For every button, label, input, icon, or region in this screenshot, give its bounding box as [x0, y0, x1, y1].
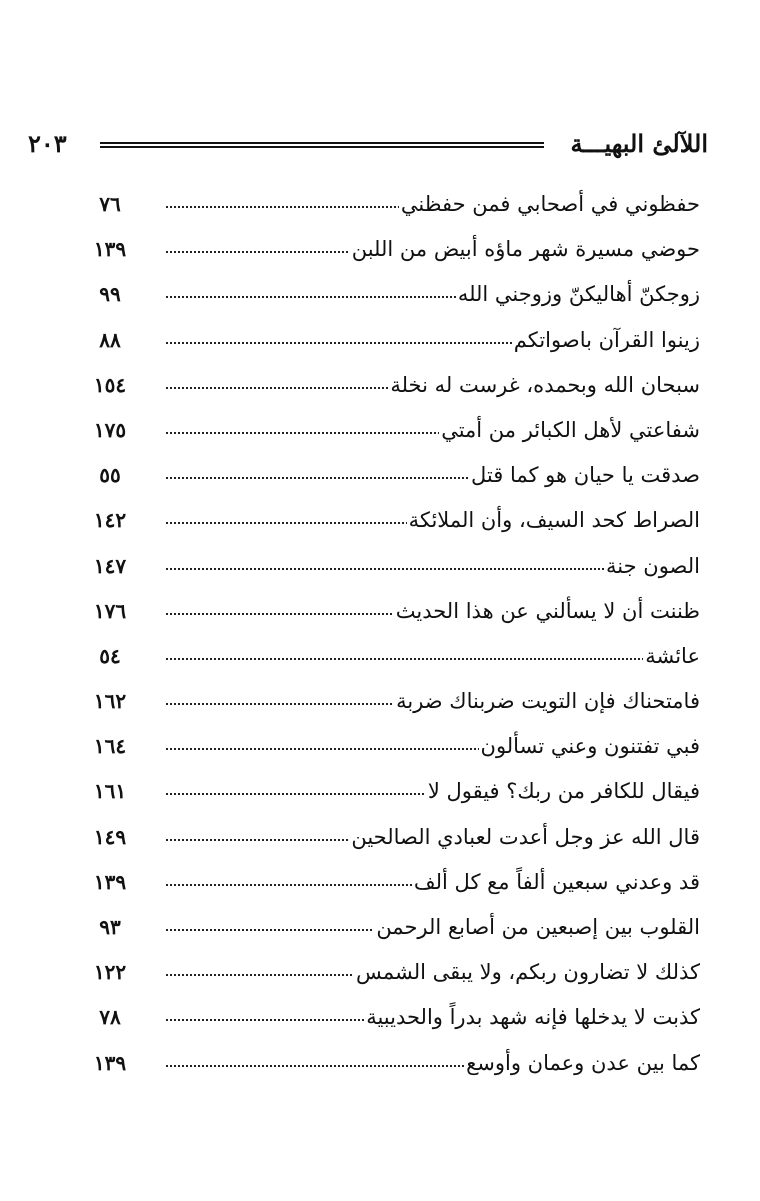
entry-text: حوضي مسيرة شهر ماؤه أبيض من اللبن: [350, 231, 700, 267]
entry-page-number: ١٤٧: [93, 553, 127, 578]
entry-page-number: ١٦٤: [93, 734, 127, 759]
entry-page-number: ٨٨: [99, 327, 121, 352]
entry-text: فامتحناك فإن التويت ضربناك ضربة: [394, 683, 700, 719]
entry-page-number: ١٧٦: [93, 598, 127, 623]
index-entry: [70, 909, 700, 954]
index-entry: [70, 773, 700, 818]
entry-text: زينوا القرآن باصواتكم: [512, 322, 700, 358]
index-entry: [70, 954, 700, 999]
header-rule: [100, 142, 544, 148]
entry-text: كذبت لا يدخلها فإنه شهد بدراً والحديبية: [364, 999, 700, 1035]
entry-text: ظننت أن لا يسألني عن هذا الحديث: [394, 593, 700, 629]
running-title: اللآلئ البهيـــة: [570, 129, 708, 158]
entry-page-number: ١٤٢: [93, 508, 127, 533]
entry-text: فبي تفتنون وعني تسألون: [479, 728, 700, 764]
index-entry: [70, 412, 700, 457]
entry-text: صدقت يا حيان هو كما قتل: [469, 457, 700, 493]
entry-text: فيقال للكافر من ربك؟ فيقول لا: [426, 773, 700, 809]
entry-page-number: ١٣٩: [93, 1050, 127, 1075]
entry-page-number: ١٥٤: [93, 372, 127, 397]
index-entry: [70, 864, 700, 909]
index-entry: [70, 819, 700, 864]
entry-text: كذلك لا تضارون ربكم، ولا يبقى الشمس: [354, 954, 700, 990]
entry-page-number: ٩٩: [99, 282, 121, 307]
index-entry: [70, 367, 700, 412]
index-entry: [70, 186, 700, 231]
index-entry: [70, 322, 700, 367]
entry-page-number: ١٦١: [93, 779, 127, 804]
entry-text: الصون جنة: [604, 548, 700, 584]
entry-text: سبحان الله وبحمده، غرست له نخلة: [388, 367, 700, 403]
entry-page-number: ٧٨: [99, 1005, 121, 1030]
entry-text: الصراط كحد السيف، وأن الملائكة: [407, 502, 700, 538]
entry-page-number: ١٣٩: [93, 869, 127, 894]
index-entry: [70, 276, 700, 321]
entry-page-number: ٥٥: [99, 463, 121, 488]
entry-page-number: ١٣٩: [93, 237, 127, 262]
index-entry: [70, 638, 700, 683]
dot-leader: [166, 658, 700, 660]
index-entry: [70, 231, 700, 276]
index-entry: [70, 593, 700, 638]
index-entry: [70, 457, 700, 502]
entry-text: كما بين عدن وعمان وأوسع: [464, 1045, 700, 1081]
entry-page-number: ٩٣: [99, 915, 121, 939]
entry-text: زوجكنّ أهاليكنّ وزوجني الله: [456, 276, 700, 312]
entry-text: شفاعتي لأهل الكبائر من أمتي: [439, 412, 700, 448]
page-header: [28, 124, 708, 164]
entry-text: قد وعدني سبعين ألفاً مع كل ألف: [412, 864, 700, 900]
entry-page-number: ١٦٢: [93, 689, 127, 714]
index-entry: [70, 728, 700, 773]
hadith-index: [70, 186, 700, 1090]
page-number: ٢٠٣: [28, 129, 67, 158]
index-entry: [70, 502, 700, 547]
index-entry: [70, 1045, 700, 1090]
entry-text: قال الله عز وجل أعدت لعبادي الصالحين: [349, 819, 700, 855]
index-entry: [70, 548, 700, 593]
entry-page-number: ١٢٢: [93, 960, 127, 985]
entry-page-number: ١٤٩: [93, 824, 127, 849]
entry-page-number: ٥٤: [99, 643, 121, 668]
index-entry: [70, 999, 700, 1044]
entry-page-number: ١٧٥: [93, 417, 127, 442]
index-entry: [70, 683, 700, 728]
entry-page-number: ٧٦: [99, 192, 121, 216]
entry-text: القلوب بين إصبعين من أصابع الرحمن: [374, 909, 700, 945]
entry-text: حفظوني في أصحابي فمن حفظني: [399, 186, 700, 222]
entry-text: عائشة: [643, 638, 700, 674]
